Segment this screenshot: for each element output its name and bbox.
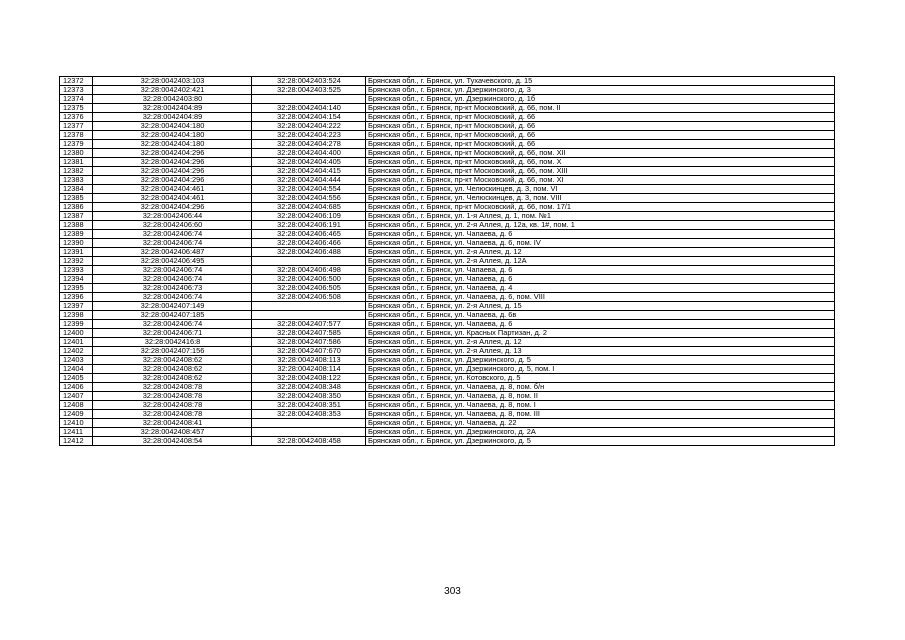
- table-row: [60, 284, 835, 293]
- object-number-cell: 32:28:0042408:458: [252, 437, 366, 446]
- object-number-cell: [252, 428, 366, 437]
- cadastral-number-cell: 32:28:0042407:156: [93, 347, 252, 356]
- row-number-cell: 12397: [60, 302, 93, 311]
- table-row: [60, 428, 835, 437]
- object-number-cell: 32:28:0042408:113: [252, 356, 366, 365]
- row-number-cell: 12395: [60, 284, 93, 293]
- table-row: [60, 311, 835, 320]
- table-row: [60, 185, 835, 194]
- address-cell: Брянская обл., г. Брянск, ул. Чапаева, д. 6, пом. IV: [366, 239, 835, 248]
- address-cell: Брянская обл., г. Брянск, ул. Дзержинского, д. 1б: [366, 95, 835, 104]
- object-number-cell: 32:28:0042404:554: [252, 185, 366, 194]
- table-row: [60, 365, 835, 374]
- row-number-cell: 12374: [60, 95, 93, 104]
- cadastral-number-cell: 32:28:0042408:41: [93, 419, 252, 428]
- address-cell: Брянская обл., г. Брянск, ул. Чапаева, д. 8, пом. б/н: [366, 383, 835, 392]
- object-number-cell: 32:28:0042406:505: [252, 284, 366, 293]
- object-number-cell: 32:28:0042408:122: [252, 374, 366, 383]
- table-row: [60, 131, 835, 140]
- object-number-cell: 32:28:0042403:525: [252, 86, 366, 95]
- table-row: [60, 86, 835, 95]
- object-number-cell: 32:28:0042408:353: [252, 410, 366, 419]
- row-number-cell: 12372: [60, 77, 93, 86]
- object-number-cell: 32:28:0042407:585: [252, 329, 366, 338]
- row-number-cell: 12377: [60, 122, 93, 131]
- cadastral-number-cell: 32:28:0042404:296: [93, 149, 252, 158]
- row-number-cell: 12373: [60, 86, 93, 95]
- table-row: [60, 203, 835, 212]
- address-cell: Брянская обл., г. Брянск, ул. Дзержинского, д. 3: [366, 86, 835, 95]
- object-number-cell: 32:28:0042407:586: [252, 338, 366, 347]
- row-number-cell: 12386: [60, 203, 93, 212]
- object-number-cell: 32:28:0042404:154: [252, 113, 366, 122]
- address-cell: Брянская обл., г. Брянск, ул. Чапаева, д. 8, пом. III: [366, 410, 835, 419]
- cadastral-number-cell: 32:28:0042406:73: [93, 284, 252, 293]
- table-row: [60, 356, 835, 365]
- cadastral-number-cell: 32:28:0042402:421: [93, 86, 252, 95]
- cadastral-number-cell: 32:28:0042408:62: [93, 365, 252, 374]
- address-cell: Брянская обл., г. Брянск, ул. Чапаева, д. 6в: [366, 311, 835, 320]
- cadastral-number-cell: 32:28:0042404:180: [93, 131, 252, 140]
- address-cell: Брянская обл., г. Брянск, пр-кт Московский, д. 66, пом. XIII: [366, 167, 835, 176]
- object-number-cell: 32:28:0042404:222: [252, 122, 366, 131]
- address-cell: Брянская обл., г. Брянск, пр-кт Московский, д. 66, пом. XII: [366, 149, 835, 158]
- address-cell: Брянская обл., г. Брянск, ул. Челюскинцев, д. 3, пом. VI: [366, 185, 835, 194]
- address-cell: Брянская обл., г. Брянск, пр-кт Московский, д. 66, пом. X: [366, 158, 835, 167]
- address-cell: Брянская обл., г. Брянск, ул. 2-я Аллея, д. 12: [366, 338, 835, 347]
- row-number-cell: 12389: [60, 230, 93, 239]
- address-cell: Брянская обл., г. Брянск, ул. Котовского, д. 5: [366, 374, 835, 383]
- address-cell: Брянская обл., г. Брянск, ул. Чапаева, д. 4: [366, 284, 835, 293]
- cadastral-number-cell: 32:28:0042408:62: [93, 356, 252, 365]
- row-number-cell: 12401: [60, 338, 93, 347]
- object-number-cell: 32:28:0042404:556: [252, 194, 366, 203]
- row-number-cell: 12385: [60, 194, 93, 203]
- cadastral-number-cell: 32:28:0042404:461: [93, 185, 252, 194]
- table-row: [60, 320, 835, 329]
- table-row: [60, 140, 835, 149]
- address-cell: Брянская обл., г. Брянск, ул. Чапаева, д. 8, пом. I: [366, 401, 835, 410]
- object-number-cell: 32:28:0042403:524: [252, 77, 366, 86]
- row-number-cell: 12410: [60, 419, 93, 428]
- cadastral-number-cell: 32:28:0042403:80: [93, 95, 252, 104]
- cadastral-number-cell: 32:28:0042404:296: [93, 158, 252, 167]
- object-number-cell: 32:28:0042404:685: [252, 203, 366, 212]
- row-number-cell: 12392: [60, 257, 93, 266]
- row-number-cell: 12399: [60, 320, 93, 329]
- cadastral-number-cell: 32:28:0042404:180: [93, 122, 252, 131]
- object-number-cell: [252, 302, 366, 311]
- row-number-cell: 12390: [60, 239, 93, 248]
- cadastral-table-body: [60, 77, 835, 446]
- object-number-cell: 32:28:0042408:348: [252, 383, 366, 392]
- object-number-cell: 32:28:0042407:670: [252, 347, 366, 356]
- row-number-cell: 12396: [60, 293, 93, 302]
- cadastral-number-cell: 32:28:0042407:185: [93, 311, 252, 320]
- object-number-cell: 32:28:0042404:415: [252, 167, 366, 176]
- cadastral-table: [59, 76, 835, 446]
- object-number-cell: 32:28:0042406:109: [252, 212, 366, 221]
- table-row: [60, 248, 835, 257]
- cadastral-number-cell: 32:28:0042404:296: [93, 176, 252, 185]
- address-cell: Брянская обл., г. Брянск, ул. Дзержинского, д. 5, пом. I: [366, 365, 835, 374]
- cadastral-number-cell: 32:28:0042403:103: [93, 77, 252, 86]
- address-cell: Брянская обл., г. Брянск, пр-кт Московский, д. 66: [366, 122, 835, 131]
- address-cell: Брянская обл., г. Брянск, ул. Красных Партизан, д. 2: [366, 329, 835, 338]
- address-cell: Брянская обл., г. Брянск, ул. 2-я Аллея, д. 12а, кв. 1#, пом. 1: [366, 221, 835, 230]
- cadastral-number-cell: 32:28:0042406:60: [93, 221, 252, 230]
- address-cell: Брянская обл., г. Брянск, пр-кт Московский, д. 66: [366, 113, 835, 122]
- table-row: [60, 410, 835, 419]
- table-row: [60, 401, 835, 410]
- table-row: [60, 437, 835, 446]
- table-row: [60, 338, 835, 347]
- object-number-cell: 32:28:0042404:140: [252, 104, 366, 113]
- object-number-cell: [252, 311, 366, 320]
- object-number-cell: 32:28:0042406:498: [252, 266, 366, 275]
- table-row: [60, 275, 835, 284]
- table-row: [60, 347, 835, 356]
- table-row: [60, 329, 835, 338]
- row-number-cell: 12408: [60, 401, 93, 410]
- cadastral-number-cell: 32:28:0042404:296: [93, 167, 252, 176]
- address-cell: Брянская обл., г. Брянск, ул. 2-я Аллея, д. 12: [366, 248, 835, 257]
- address-cell: Брянская обл., г. Брянск, ул. Тухачевского, д. 15: [366, 77, 835, 86]
- address-cell: Брянская обл., г. Брянск, ул. 2-я Аллея, д. 12А: [366, 257, 835, 266]
- cadastral-number-cell: 32:28:0042408:78: [93, 392, 252, 401]
- table-row: [60, 113, 835, 122]
- table-row: [60, 392, 835, 401]
- object-number-cell: 32:28:0042406:500: [252, 275, 366, 284]
- cadastral-number-cell: 32:28:0042404:461: [93, 194, 252, 203]
- table-row: [60, 302, 835, 311]
- table-row: [60, 239, 835, 248]
- object-number-cell: 32:28:0042406:191: [252, 221, 366, 230]
- object-number-cell: 32:28:0042407:577: [252, 320, 366, 329]
- cadastral-number-cell: 32:28:0042408:78: [93, 410, 252, 419]
- object-number-cell: [252, 257, 366, 266]
- cadastral-number-cell: 32:28:0042408:457: [93, 428, 252, 437]
- object-number-cell: [252, 419, 366, 428]
- object-number-cell: 32:28:0042404:278: [252, 140, 366, 149]
- cadastral-number-cell: 32:28:0042406:487: [93, 248, 252, 257]
- object-number-cell: [252, 95, 366, 104]
- cadastral-number-cell: 32:28:0042408:62: [93, 374, 252, 383]
- row-number-cell: 12378: [60, 131, 93, 140]
- table-row: [60, 167, 835, 176]
- address-cell: Брянская обл., г. Брянск, ул. Чапаева, д. 6, пом. VIII: [366, 293, 835, 302]
- row-number-cell: 12394: [60, 275, 93, 284]
- address-cell: Брянская обл., г. Брянск, пр-кт Московский, д. 66: [366, 140, 835, 149]
- address-cell: Брянская обл., г. Брянск, ул. Чапаева, д. 6: [366, 230, 835, 239]
- table-row: [60, 257, 835, 266]
- row-number-cell: 12407: [60, 392, 93, 401]
- row-number-cell: 12406: [60, 383, 93, 392]
- cadastral-number-cell: 32:28:0042407:149: [93, 302, 252, 311]
- address-cell: Брянская обл., г. Брянск, пр-кт Московский, д. 66, пом. II: [366, 104, 835, 113]
- object-number-cell: 32:28:0042406:508: [252, 293, 366, 302]
- cadastral-number-cell: 32:28:0042404:89: [93, 104, 252, 113]
- table-row: [60, 104, 835, 113]
- table-row: [60, 383, 835, 392]
- object-number-cell: 32:28:0042406:488: [252, 248, 366, 257]
- row-number-cell: 12391: [60, 248, 93, 257]
- table-row: [60, 230, 835, 239]
- row-number-cell: 12393: [60, 266, 93, 275]
- cadastral-number-cell: 32:28:0042406:71: [93, 329, 252, 338]
- cadastral-number-cell: 32:28:0042406:74: [93, 320, 252, 329]
- object-number-cell: 32:28:0042408:350: [252, 392, 366, 401]
- row-number-cell: 12380: [60, 149, 93, 158]
- row-number-cell: 12383: [60, 176, 93, 185]
- cadastral-number-cell: 32:28:0042406:74: [93, 239, 252, 248]
- table-row: [60, 212, 835, 221]
- address-cell: Брянская обл., г. Брянск, ул. Чапаева, д. 22: [366, 419, 835, 428]
- row-number-cell: 12402: [60, 347, 93, 356]
- table-row: [60, 194, 835, 203]
- cadastral-number-cell: 32:28:0042404:89: [93, 113, 252, 122]
- address-cell: Брянская обл., г. Брянск, ул. Чапаева, д. 6: [366, 320, 835, 329]
- row-number-cell: 12412: [60, 437, 93, 446]
- cadastral-number-cell: 32:28:0042406:74: [93, 266, 252, 275]
- row-number-cell: 12376: [60, 113, 93, 122]
- row-number-cell: 12398: [60, 311, 93, 320]
- address-cell: Брянская обл., г. Брянск, пр-кт Московский, д. 66, пом. XI: [366, 176, 835, 185]
- table-row: [60, 374, 835, 383]
- table-row: [60, 293, 835, 302]
- cadastral-number-cell: 32:28:0042406:74: [93, 230, 252, 239]
- row-number-cell: 12379: [60, 140, 93, 149]
- address-cell: Брянская обл., г. Брянск, ул. Дзержинского, д. 5: [366, 437, 835, 446]
- cadastral-number-cell: 32:28:0042406:495: [93, 257, 252, 266]
- table-row: [60, 419, 835, 428]
- row-number-cell: 12382: [60, 167, 93, 176]
- cadastral-number-cell: 32:28:0042416:8: [93, 338, 252, 347]
- cadastral-number-cell: 32:28:0042406:44: [93, 212, 252, 221]
- cadastral-number-cell: 32:28:0042408:78: [93, 401, 252, 410]
- cadastral-number-cell: 32:28:0042406:74: [93, 293, 252, 302]
- table-row: [60, 176, 835, 185]
- object-number-cell: 32:28:0042406:466: [252, 239, 366, 248]
- row-number-cell: 12388: [60, 221, 93, 230]
- object-number-cell: 32:28:0042408:351: [252, 401, 366, 410]
- row-number-cell: 12409: [60, 410, 93, 419]
- address-cell: Брянская обл., г. Брянск, ул. Челюскинцев, д. 3, пом. VIII: [366, 194, 835, 203]
- row-number-cell: 12400: [60, 329, 93, 338]
- cadastral-number-cell: 32:28:0042406:74: [93, 275, 252, 284]
- row-number-cell: 12381: [60, 158, 93, 167]
- cadastral-number-cell: 32:28:0042408:78: [93, 383, 252, 392]
- object-number-cell: 32:28:0042404:400: [252, 149, 366, 158]
- table-row: [60, 266, 835, 275]
- row-number-cell: 12405: [60, 374, 93, 383]
- table-row: [60, 77, 835, 86]
- address-cell: Брянская обл., г. Брянск, пр-кт Московский, д. 66: [366, 131, 835, 140]
- row-number-cell: 12375: [60, 104, 93, 113]
- row-number-cell: 12403: [60, 356, 93, 365]
- table-row: [60, 122, 835, 131]
- address-cell: Брянская обл., г. Брянск, ул. Чапаева, д. 6: [366, 266, 835, 275]
- object-number-cell: 32:28:0042408:114: [252, 365, 366, 374]
- cadastral-number-cell: 32:28:0042408:54: [93, 437, 252, 446]
- object-number-cell: 32:28:0042406:465: [252, 230, 366, 239]
- object-number-cell: 32:28:0042404:223: [252, 131, 366, 140]
- table-row: [60, 95, 835, 104]
- table-row: [60, 149, 835, 158]
- row-number-cell: 12404: [60, 365, 93, 374]
- address-cell: Брянская обл., г. Брянск, ул. 2-я Аллея, д. 13: [366, 347, 835, 356]
- cadastral-number-cell: 32:28:0042404:180: [93, 140, 252, 149]
- table-row: [60, 158, 835, 167]
- address-cell: Брянская обл., г. Брянск, ул. Дзержинского, д. 5: [366, 356, 835, 365]
- object-number-cell: 32:28:0042404:444: [252, 176, 366, 185]
- row-number-cell: 12411: [60, 428, 93, 437]
- cadastral-number-cell: 32:28:0042404:296: [93, 203, 252, 212]
- row-number-cell: 12384: [60, 185, 93, 194]
- address-cell: Брянская обл., г. Брянск, пр-кт Московский, д. 66, пом. 17/1: [366, 203, 835, 212]
- address-cell: Брянская обл., г. Брянск, ул. 1-я Аллея, д. 1, пом. №1: [366, 212, 835, 221]
- page-number: 303: [444, 586, 461, 597]
- row-number-cell: 12387: [60, 212, 93, 221]
- table-row: [60, 221, 835, 230]
- address-cell: Брянская обл., г. Брянск, ул. Чапаева, д. 6: [366, 275, 835, 284]
- object-number-cell: 32:28:0042404:405: [252, 158, 366, 167]
- address-cell: Брянская обл., г. Брянск, ул. 2-я Аллея, д. 15: [366, 302, 835, 311]
- address-cell: Брянская обл., г. Брянск, ул. Дзержинского, д. 2А: [366, 428, 835, 437]
- address-cell: Брянская обл., г. Брянск, ул. Чапаева, д. 8, пом. II: [366, 392, 835, 401]
